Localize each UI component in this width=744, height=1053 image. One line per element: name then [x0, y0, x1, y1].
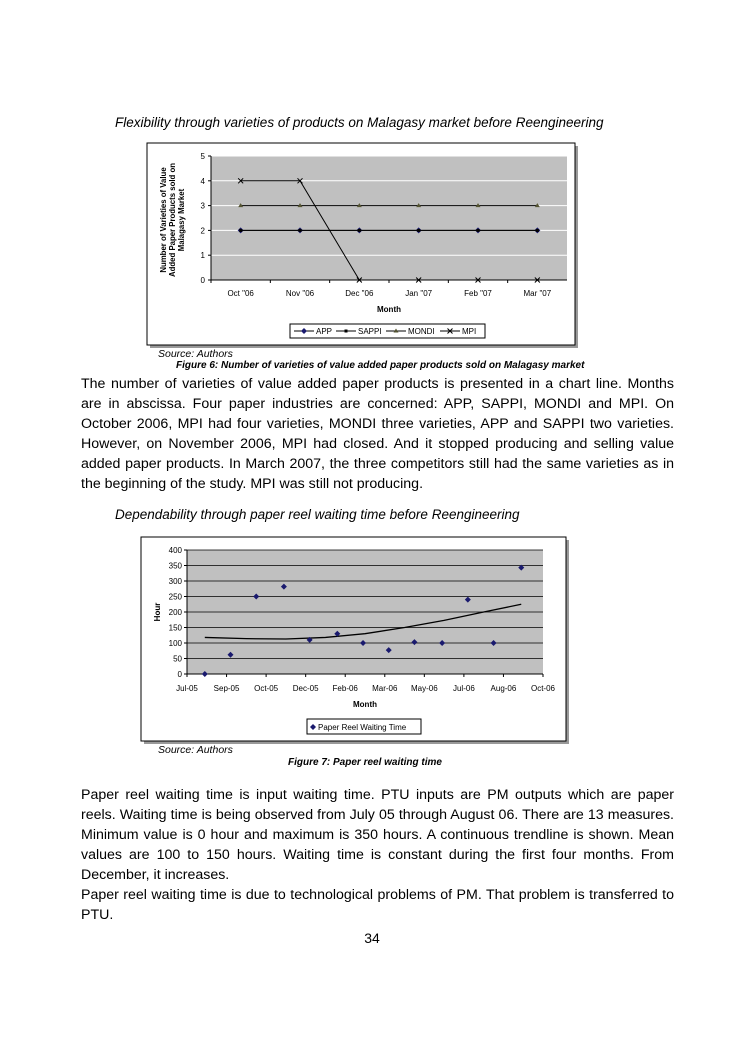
legend-marker-sappi [345, 330, 348, 333]
y-axis-label-line: Added Paper Products sold on [168, 163, 177, 277]
x-tick-label: Aug-06 [490, 684, 517, 693]
paragraph-3: Paper reel waiting time is due to technological problems of PM. That problem is transferred to PTU. [81, 887, 674, 923]
y-axis-label-line: Number of Varieties of Value [159, 167, 168, 273]
data-point-sappi [358, 229, 361, 232]
legend-label: APP [316, 327, 333, 336]
x-tick-label: Oct "06 [227, 289, 254, 298]
y-tick-label: 300 [168, 577, 182, 586]
x-axis-label: Month [377, 305, 401, 314]
section1-title: Flexibility through varieties of products on Malagasy market before Reengineering [115, 115, 604, 130]
x-axis-label: Month [353, 700, 377, 709]
x-tick-label: Oct-05 [254, 684, 279, 693]
y-tick-label: 50 [173, 654, 182, 664]
x-tick-label: Jul-06 [452, 684, 475, 693]
legend-label: Paper Reel Waiting Time [318, 723, 407, 732]
data-point-sappi [477, 229, 480, 232]
data-point-sappi [536, 229, 539, 232]
x-tick-label: Feb "07 [464, 289, 492, 298]
x-tick-label: Mar-06 [372, 684, 398, 693]
y-tick-label: 5 [200, 152, 205, 161]
page-number: 34 [364, 930, 380, 946]
y-tick-label: 350 [168, 561, 182, 571]
y-tick-label: 100 [168, 639, 182, 648]
data-point-sappi [299, 229, 302, 232]
x-tick-label: Feb-06 [332, 684, 358, 693]
y-axis-label-line: Malagasy Market [177, 188, 186, 252]
figure6-source: Source: Authors [158, 348, 233, 360]
y-tick-label: 1 [200, 251, 205, 261]
y-tick-label: 0 [200, 276, 205, 285]
y-tick-label: 2 [200, 226, 205, 236]
paragraph-1: The number of varieties of value added paper products is presented in a chart line. Months are in abscissa. Four paper industries are concerned: APP, SAPPI, MONDI and MPI. On October 2006, MPI had four varieties, MONDI three varieties, APP and SAPPI two varieties. However, on November 2006, MPI had closed. And it stopped producing and selling value added paper products. In March 2007, the three competitors still had the same varieties as in the beginning of the study. MPI was still not producing. [81, 376, 674, 492]
x-tick-label: Dec-05 [292, 684, 319, 693]
x-tick-label: Mar "07 [523, 289, 552, 298]
y-tick-label: 3 [200, 201, 205, 211]
x-tick-label: Nov "06 [285, 289, 315, 298]
y-tick-label: 400 [168, 546, 182, 555]
paragraphs-2-3-block [81, 785, 674, 925]
y-tick-label: 150 [168, 623, 182, 633]
x-tick-label: Dec "06 [345, 289, 374, 298]
legend-label: MPI [462, 327, 477, 336]
x-tick-label: May-06 [410, 684, 438, 693]
plot-area [211, 156, 567, 280]
legend-label: MONDI [408, 327, 435, 336]
data-point-sappi [239, 229, 242, 232]
legend-label: SAPPI [358, 327, 382, 336]
section2-title: Dependability through paper reel waiting time before Reengineering [115, 507, 520, 522]
y-tick-label: 4 [200, 176, 205, 186]
x-tick-label: Jan "07 [405, 289, 433, 298]
y-tick-label: 0 [177, 670, 182, 679]
x-tick-label: Sep-05 [213, 684, 240, 693]
figure7-source: Source: Authors [158, 744, 233, 756]
y-tick-label: 200 [168, 608, 182, 617]
data-point-sappi [417, 229, 420, 232]
y-tick-label: 250 [168, 592, 182, 602]
figure6-caption: Figure 6: Number of varieties of value added paper products sold on Malagasy market [176, 360, 585, 371]
y-axis-label: Hour [153, 602, 162, 622]
figure7-caption: Figure 7: Paper reel waiting time [288, 757, 442, 768]
paragraph-1-block [81, 374, 674, 494]
x-tick-label: Jul-05 [176, 684, 198, 693]
paragraph-2: Paper reel waiting time is input waiting time. PTU inputs are PM outputs which are paper reels. Waiting time is being observed from July 05 through August 06. There are 13 measures. Minimum value is 0 hour and maximum is 350 hours. A continuous trendline is shown. Mean values are 100 to 150 hours. Waiting time is constant during the first four months. From December, it increases. [81, 787, 674, 883]
x-tick-label: Oct-06 [530, 684, 556, 693]
